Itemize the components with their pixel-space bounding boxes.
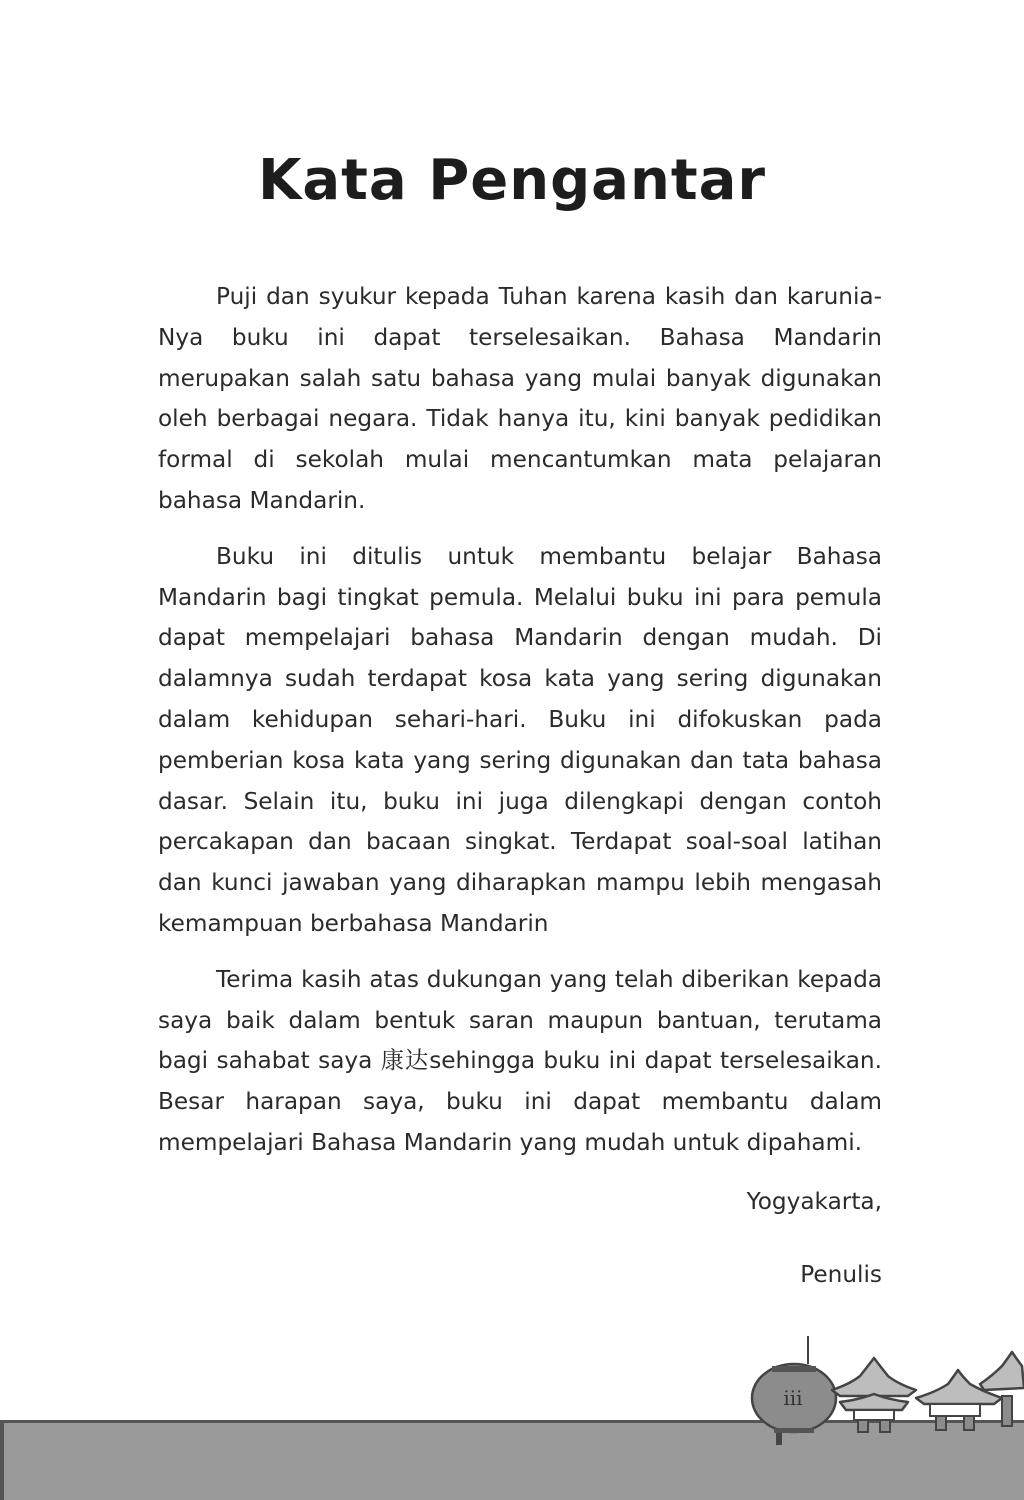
signoff (158, 1182, 882, 1296)
paragraph: Buku ini ditulis untuk membantu belajar Bahasa Mandarin bagi tingkat pemula. Melalui buku ini para pemula dapat mempelajari bahasa Mandarin dengan mudah. Di dalamnya sudah terdapat kosa kata yang sering digunakan dalam kehidupan sehari-hari. Buku ini difokuskan pada pemberian kosa kata yang sering digunakan dan tata bahasa dasar. Selain itu, buku ini juga dilengkapi dengan contoh percakapan dan bacaan singkat. Terdapat soal-soal latihan dan kunci jawaban yang diharapkan mampu lebih mengasah kemampuan berbahasa Mandarin (158, 542, 882, 937)
paragraph: Terima kasih atas dukungan yang telah diberikan kepada saya baik dalam bentuk saran maupun bantuan, terutama bagi sahabat saya 康达sehingga buku ini dapat terselesaikan. Besar harapan saya, buku ini dapat membantu dalam mempelajari Bahasa Mandarin yang mudah untuk dipahami. (158, 965, 882, 1156)
signoff-place: Yogyakarta, (746, 1187, 882, 1215)
signoff-author: Penulis (800, 1260, 882, 1288)
body-text (158, 277, 882, 1295)
page-title: Kata Pengantar (257, 148, 767, 213)
paragraph: Puji dan syukur kepada Tuhan karena kasih dan karunia-Nya buku ini dapat terselesaikan. Bahasa Mandarin merupakan salah satu bahasa yang mulai banyak digunakan oleh berbagai negara. Tidak hanya itu, kini banyak pedidikan formal di sekolah mulai mencantumkan mata pelajaran bahasa Mandarin. (158, 283, 882, 514)
page-number: iii (783, 1386, 803, 1410)
